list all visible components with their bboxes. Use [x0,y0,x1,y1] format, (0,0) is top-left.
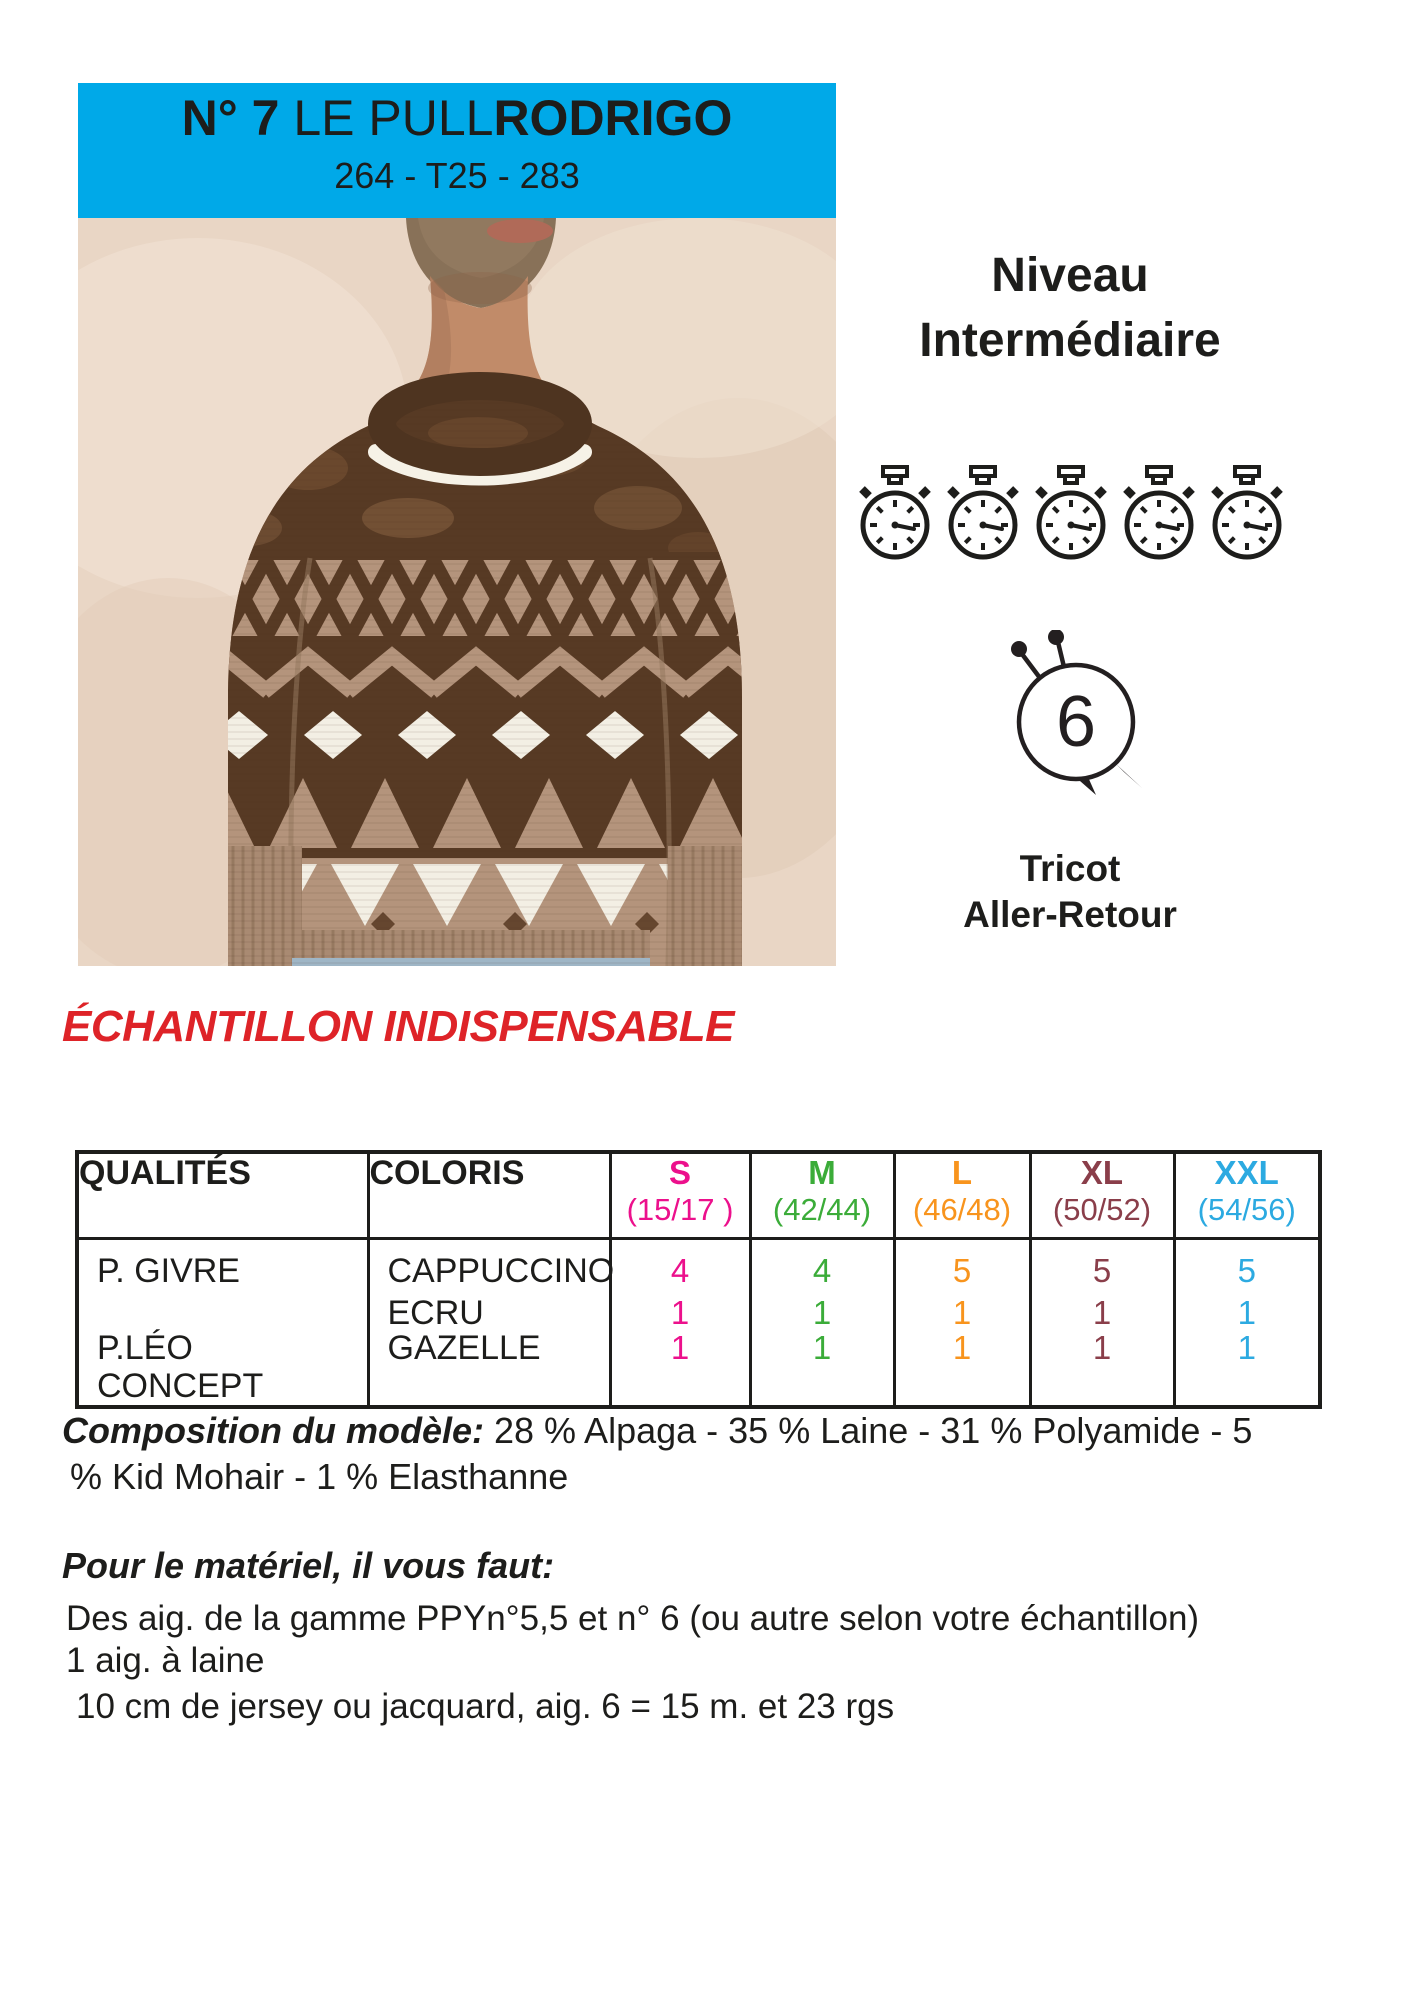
quantities-size-s [610,1239,750,1408]
stopwatch-icon [1032,464,1110,561]
col-header-size-xxl [1174,1152,1320,1239]
time-rating [856,464,1286,561]
pattern-number: N° 7 [181,90,280,146]
quality-spacer [79,1294,367,1332]
composition-label: Composition du modèle: [62,1410,484,1451]
quantity: 5 [1237,1252,1256,1289]
composition-line1: 28 % Alpaga - 35 % Laine - 31 % Polyamide - 5 [483,1410,1253,1451]
pattern-title [78,90,836,146]
quantity: 1 [812,1329,832,1366]
table-body-row [77,1239,1320,1408]
size-range: (54/56) [1197,1192,1296,1227]
stopwatch-icon [944,464,1022,561]
quantities-size-xl [1030,1239,1174,1408]
size-range: (42/44) [772,1192,872,1227]
needle-size-number: 6 [1055,682,1097,762]
col-header-size-s [610,1152,750,1239]
colorway: GAZELLE [387,1329,541,1367]
sweater-photo-illustration [78,218,836,966]
level-line1: Niveau [991,249,1149,302]
col-header-coloris: COLORIS [368,1152,610,1239]
size-range: (15/17 ) [626,1192,734,1227]
materials-line-gauge: 10 cm de jersey ou jacquard, aig. 6 = 15 m. et 23 rgs [76,1687,895,1726]
quantity: 1 [952,1329,972,1366]
technique-line2: Aller-Retour [963,894,1177,935]
size-label: XXL [1214,1154,1279,1191]
quantities-size-xxl [1174,1239,1320,1408]
table-header-row [77,1152,1320,1239]
pattern-reference: 264 - T25 - 283 [334,155,580,196]
quantity: 1 [670,1329,690,1366]
quantity: 4 [670,1252,690,1289]
quantity: 4 [812,1252,832,1289]
materials-heading: Pour le matériel, il vous faut: [62,1545,555,1586]
size-label: M [808,1154,836,1191]
gauge-notice: ÉCHANTILLON INDISPENSABLE [62,1002,734,1051]
pattern-title-middle: LE PULL [279,90,494,146]
size-label: L [951,1154,973,1191]
materials-line-wool-needle: 1 aig. à laine [66,1641,265,1680]
quantity: 1 [1092,1329,1112,1366]
col-header-size-xl [1030,1152,1174,1239]
quantity: 1 [952,1294,972,1331]
pattern-name: RODRIGO [493,90,733,146]
qualities-cell [77,1239,368,1408]
quantity: 1 [1237,1294,1256,1331]
colorway: CAPPUCCINO [387,1252,615,1290]
level-line2: Intermédiaire [919,314,1221,367]
col-header-size-m [750,1152,894,1239]
needle-gauge [992,630,1152,795]
quality-name: P.LÉO CONCEPT [97,1329,264,1405]
composition-paragraph [62,1408,1410,1500]
quantity: 5 [1092,1252,1112,1289]
coloris-cell [368,1239,615,1408]
size-label: S [668,1154,691,1191]
stopwatch-icon [856,464,934,561]
yarn-quantities-table [75,1150,1322,1409]
materials-line-needles: Des aig. de la gamme PPYn°5,5 et n° 6 (ou autre selon votre échantillon) [66,1599,1200,1638]
stopwatch-icon [1208,464,1286,561]
sweater-photo [78,218,836,966]
size-range: (50/52) [1052,1192,1152,1227]
quantity: 5 [952,1252,972,1289]
technique-line1: Tricot [1019,848,1121,889]
col-header-qualities: QUALITÉS [77,1152,368,1239]
level-block [820,243,1320,373]
title-banner [78,83,836,218]
needle-size-icon [992,630,1152,795]
quantity: 1 [812,1294,832,1331]
technique-block [870,846,1270,938]
quality-name: P. GIVRE [97,1252,240,1290]
col-header-size-l [894,1152,1030,1239]
quantities-size-m [750,1239,894,1408]
colorway: ECRU [387,1294,484,1332]
size-range: (46/48) [912,1192,1012,1227]
size-label: XL [1080,1154,1124,1191]
quantities-size-l [894,1239,1030,1408]
stopwatch-icon [1120,464,1198,561]
quantity: 1 [1237,1329,1256,1366]
composition-line2: % Kid Mohair - 1 % Elasthanne [70,1456,569,1497]
quantity: 1 [670,1294,690,1331]
quantity: 1 [1092,1294,1112,1331]
